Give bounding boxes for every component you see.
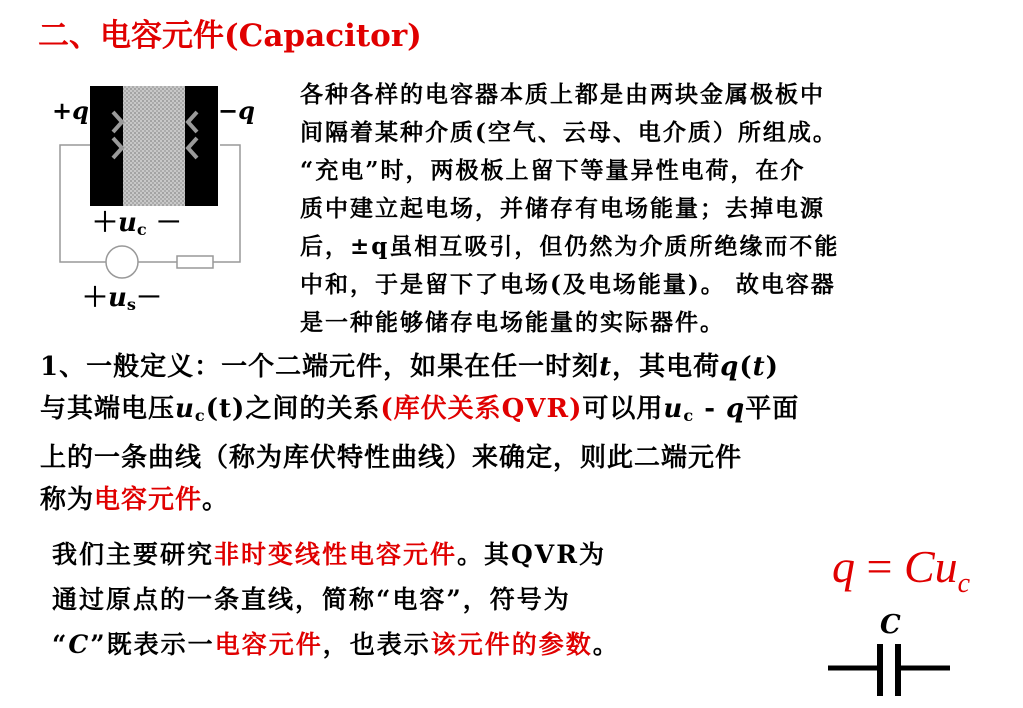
study-line-1: 我们主要研究非时变线性电容元件。其QVR为 bbox=[52, 540, 606, 569]
intro-line: 中和，于是留下了电场(及电场能量)。 故电容器 bbox=[300, 271, 836, 298]
intro-paragraph bbox=[300, 76, 1000, 342]
qvr-term: (库伏关系QVR) bbox=[380, 394, 583, 424]
intro-line: 间隔着某种介质(空气、云母、电介质）所组成。 bbox=[300, 119, 838, 146]
intro-line: 后，±q虽相互吸引，但仍然为介质所绝缘而不能 bbox=[300, 233, 840, 260]
intro-line: 质中建立起电场，并储存有电场能量；去掉电源 bbox=[300, 195, 825, 222]
capacitor-term: 电容元件 bbox=[94, 485, 203, 516]
plus-q-label: +q bbox=[52, 96, 89, 125]
linear-capacitor-term: 非时变线性电容元件 bbox=[214, 540, 458, 569]
capacitor-symbol bbox=[820, 640, 960, 700]
study-line-2: 通过原点的一条直线，简称“电容”，符号为 bbox=[52, 585, 571, 614]
capacitance-formula: $q = Cu_c$ bbox=[832, 541, 971, 600]
resistor bbox=[177, 256, 213, 268]
intro-line: “充电”时，两极板上留下等量异性电荷，在介 bbox=[300, 157, 806, 184]
minus-q-label: −q bbox=[218, 96, 255, 125]
definition-line-3: 上的一条曲线（称为库伏特性曲线）来确定，则此二端元件 bbox=[40, 443, 743, 474]
definition-line-1: 1、一般定义：一个二端元件，如果在任一时刻t，其电荷q(t) bbox=[40, 352, 779, 382]
definition-paragraph bbox=[40, 346, 1015, 521]
dielectric bbox=[123, 86, 185, 206]
page-title: 二、电容元件(Capacitor) bbox=[38, 18, 422, 54]
study-paragraph bbox=[52, 532, 620, 667]
definition-line-2: 与其端电压$u_c(t)$之间的关系(库伏关系QVR)可以用$u_c$ - q平面 bbox=[40, 394, 800, 426]
intro-line: 各种各样的电容器本质上都是由两块金属极板中 bbox=[300, 81, 825, 108]
voltage-source bbox=[106, 246, 138, 278]
intro-line: 是一种能够储存电场能量的实际器件。 bbox=[300, 309, 725, 336]
us-label: $+u_s-$ bbox=[82, 283, 163, 315]
symbol-label: C bbox=[880, 610, 901, 640]
uc-label: $+u_c$ － bbox=[92, 208, 182, 240]
study-line-3: “C”既表示一电容元件，也表示该元件的参数。 bbox=[52, 630, 620, 659]
definition-line-4: 称为电容元件。 bbox=[40, 485, 230, 516]
